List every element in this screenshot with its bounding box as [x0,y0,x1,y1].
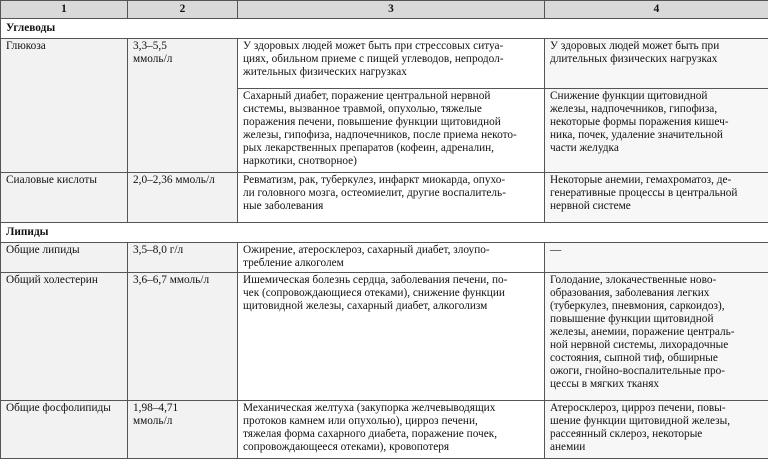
indicator-name-total-lipids: Общие липиды [1,243,128,273]
header-row [1,1,768,19]
norm-value-sialic: 2,0–2,36 ммоль/л [128,173,238,223]
increase-cell-total-lipids: Ожирение, атеросклероз, сахарный диабет, злоупо- требление алкоголем [238,243,545,273]
increase-cell-phospholipids: Механическая желтуха (закупорка желчевыводящих протоков камнем или опухолью), цирроз печени, тяжелая форма сахарного диабета, поражение почек, сопровождающееся отеками), кровопотеря [238,401,545,459]
indicator-name-glucose: Глюкоза [1,39,128,173]
norm-value-phospholipids: 1,98–4,71 ммоль/л [128,401,238,459]
increase-cell-glucose-2: Сахарный диабет, поражение центральной нервной системы, вызванное травмой, опухолью, тяжелые поражения печени, повышение функции щитовидной железы, гипофиза, надпочечников, после приема некото- рых лекарственных препаратов (кофеин, адреналин, наркотики, снотворное) [238,89,545,173]
norm-value-cholesterol: 3,6–6,7 ммоль/л [128,273,238,401]
table-row-glucose-1 [1,39,768,89]
increase-cell-sialic: Ревматизм, рак, туберкулез, инфаркт миокарда, опухо- ли головного мозга, остеомиелит, другие воспалитель- ные заболевания [238,173,545,223]
indicator-name-phospholipids: Общие фосфолипиды [1,401,128,459]
table-row-total-lipids [1,243,768,273]
decrease-cell-total-lipids: — [545,243,768,273]
section-title-carbs: Углеводы [1,19,768,39]
increase-cell-cholesterol: Ишемическая болезнь сердца, заболевания печени, по- чек (сопровождающиеся отеками), снижение функции щитовидной железы, сахарный диабет, алкоголизм [238,273,545,401]
decrease-cell-sialic: Некоторые анемии, гемахроматоз, де- генеративные процессы в центральной нервной системе [545,173,768,223]
header-col-2: 2 [128,1,238,19]
section-title-lipids: Липиды [1,223,768,243]
section-row-carbs [1,19,768,39]
header-col-3: 3 [238,1,545,19]
decrease-cell-glucose-1: У здоровых людей может быть при длительных физических нагрузках [545,39,768,89]
header-col-1: 1 [1,1,128,19]
decrease-cell-cholesterol: Голодание, злокачественные ново- образования, заболевания легких (туберкулез, пневмония, саркоидоз), повышение функции щитовидной железы, анемии, поражение централь- ной нервной системы, лихорадочные состояния, сыпной тиф, обширные ожоги, гнойно-воспалительные про- цессы в мягких тканях [545,273,768,401]
indicator-name-sialic: Сиаловые кислоты [1,173,128,223]
table-row-phospholipids [1,401,768,459]
norm-value-total-lipids: 3,5–8,0 г/л [128,243,238,273]
decrease-cell-phospholipids: Атеросклероз, цирроз печени, повы- шение функции щитовидной железы, рассеянный склероз, некоторые анемии [545,401,768,459]
section-row-lipids [1,223,768,243]
increase-cell-glucose-1: У здоровых людей может быть при стрессовых ситуа- циях, обильном приеме с пищей углеводов, непродол- жительных физических нагрузках [238,39,545,89]
header-col-4: 4 [545,1,768,19]
decrease-cell-glucose-2: Снижение функции щитовидной железы, надпочечников, гипофиза, некоторые формы поражения кишеч- ника, почек, удаление значительной части желудка [545,89,768,173]
table-row-cholesterol [1,273,768,401]
table-row-sialic [1,173,768,223]
indicator-name-cholesterol: Общий холестерин [1,273,128,401]
norm-value-glucose: 3,3–5,5 ммоль/л [128,39,238,173]
